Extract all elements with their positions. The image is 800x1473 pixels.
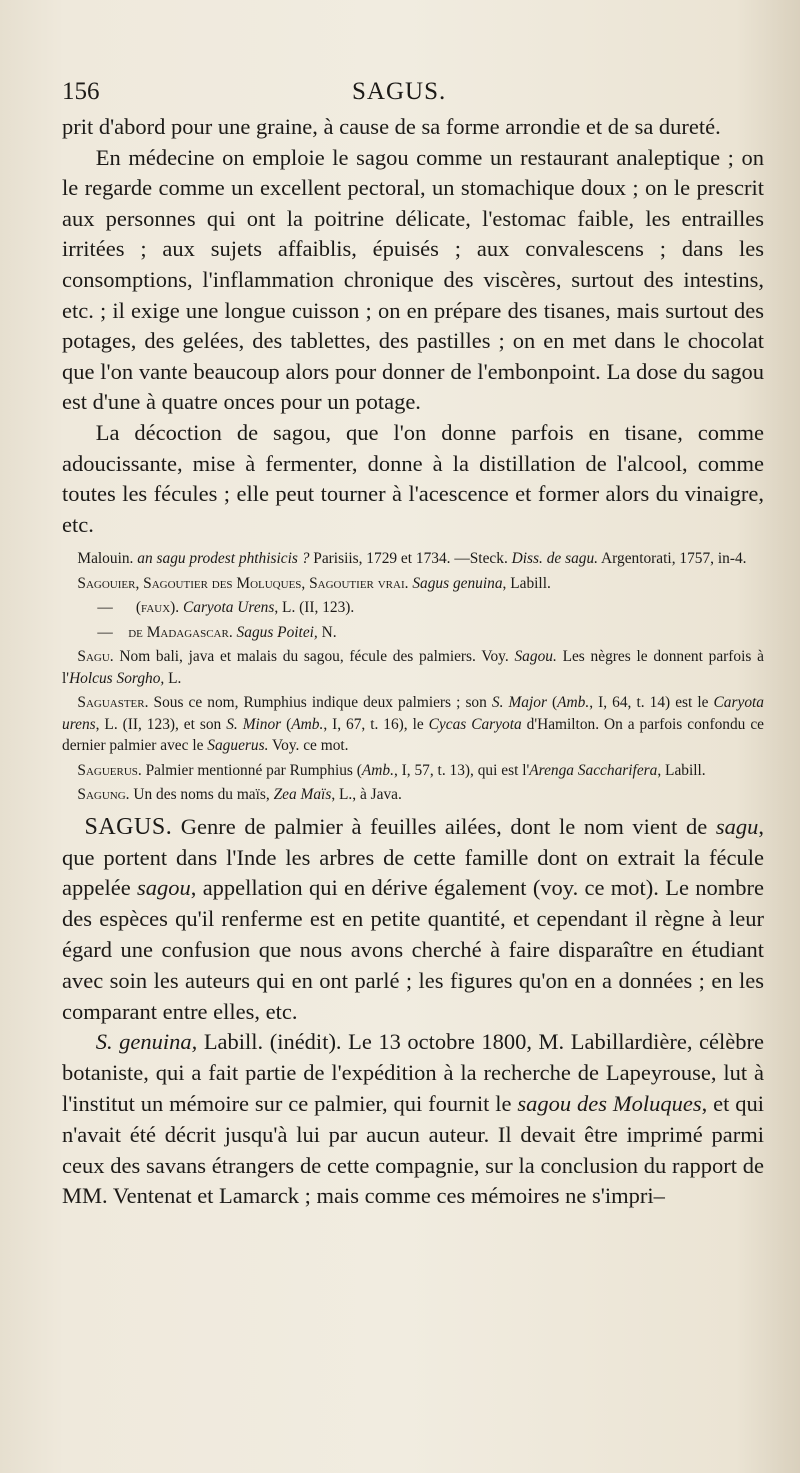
entry-text: Voy. ce mot. xyxy=(268,737,349,755)
paragraph: prit d'abord pour une graine, à cause de sa forme arrondie et de sa dureté. xyxy=(62,114,721,139)
entry-sagouier-madagascar xyxy=(62,622,764,644)
entry-text: ( xyxy=(546,694,558,712)
entry-text: Sous ce nom, Rumphius indique deux palmiers ; son xyxy=(148,694,492,712)
biblio-title: Diss. de sagu. xyxy=(511,550,599,568)
taxon: Cycas Caryota xyxy=(428,715,522,733)
entry-title: SAGUS. xyxy=(84,813,173,840)
entry-text: d'Hamilton. On a parfois confondu ce dernier palmier avec le xyxy=(62,715,764,755)
term: sagu xyxy=(715,813,759,839)
entry-text: , L. (II, 123), et son xyxy=(95,715,227,733)
entry-text: , I, 64, t. 14) est le xyxy=(589,694,714,712)
bibliography xyxy=(62,548,764,570)
entry-sagu xyxy=(62,646,764,689)
authority: N. xyxy=(317,623,337,641)
running-head: SAGUS. xyxy=(352,78,447,105)
taxon: S. genuina, xyxy=(95,1029,198,1055)
entry-label: (faux). xyxy=(135,599,180,617)
taxon: Holcus Sorgho, xyxy=(69,669,165,687)
dash: — xyxy=(97,599,113,617)
entry-text: , que portent dans l'Inde les arbres de cette famille dont on extrait la fécule appelée xyxy=(62,813,764,901)
article-body xyxy=(62,112,764,540)
page-header xyxy=(62,78,764,112)
dash: — xyxy=(97,623,113,641)
entry-sagung xyxy=(62,784,764,806)
entry-text: Genre de palmier à feuilles ailées, dont le nom vient de xyxy=(172,813,716,839)
taxon: Sagus genuina xyxy=(412,574,503,592)
entry-text: , Labill. xyxy=(657,761,706,779)
entry-head: Sagung. xyxy=(77,786,130,804)
reference: , L. (II, 123). xyxy=(274,599,355,617)
entry-text: , I, 57, t. 13), qui est l' xyxy=(393,761,530,779)
entry-saguaster xyxy=(62,692,764,757)
page-number: 156 xyxy=(62,78,100,105)
main-entry-sagus xyxy=(62,812,764,1212)
source: Amb. xyxy=(291,715,324,733)
taxon: S. Major xyxy=(491,694,547,712)
taxon: Sagus Poitei, xyxy=(236,623,318,641)
entry-sagouier xyxy=(62,573,764,595)
biblio-title: an sagu prodest phthisicis ? xyxy=(137,550,310,568)
cross-reference: Sagou. xyxy=(514,648,557,666)
entry-text: , et qui n'avait été décrit jusqu'à lui par aucun auteur. Il devait être imprimé parmi ceux des savans étrangers de cette compagnie, sur la conclusion du rapport de MM. Ventenat et Lamarck ; mais comme ces mémoires ne s'impri– xyxy=(62,1090,764,1209)
taxon: S. Minor xyxy=(226,715,282,733)
paragraph: En médecine on emploie le sagou comme un restaurant analeptique ; on le regarde comme un excellent pectoral, un stomachique doux ; on le prescrit aux personnes qui ont la poitrine délicate, l'estomac faible, les entrailles irritées ; aux sujets affaiblis, épuisés ; aux convalescens ; dans les consomptions, l'inflammation chronique des viscères, surtout des intestins, etc. ; il exige une longue cuisson ; on en prépare des tisanes, mais surtout des potages, des gelées, des tablettes, des pastilles ; on en met dans le chocolat que l'on vante beaucoup alors pour donner de l'embonpoint. La dose du sagou est d'une à quatre onces pour un potage. xyxy=(62,144,764,415)
entry-head: Saguaster. xyxy=(77,694,149,712)
entry-saguerus xyxy=(62,760,764,782)
term: sagou des Moluques xyxy=(517,1090,702,1116)
entry-label: de Madagascar. xyxy=(128,623,233,641)
entry-text: Nom bali, java et malais du sagou, fécule des palmiers. Voy. xyxy=(113,648,515,666)
entry-text: , I, 67, t. 16), le xyxy=(323,715,429,733)
biblio-place: Argentorati, 1757, in-4. xyxy=(601,550,747,568)
source: Amb. xyxy=(361,761,394,779)
entry-text: , L., à Java. xyxy=(331,786,402,804)
entry-text: Palmier mentionné par Rumphius ( xyxy=(141,761,362,779)
entry-head: Sagu. xyxy=(77,648,114,666)
entry-paragraph xyxy=(62,812,764,1028)
bibliography-and-entries xyxy=(62,548,764,806)
entry-text: Un des noms du maïs, xyxy=(129,786,274,804)
biblio-author: Malouin. xyxy=(77,550,134,568)
entry-text: ( xyxy=(281,715,292,733)
entry-head: Saguerus. xyxy=(77,761,142,779)
entry-head: Sagouier, Sagoutier des Moluques, Sagoutier vrai. xyxy=(77,574,409,592)
entry-text: Les nègres le donnent parfois à l' xyxy=(62,648,764,687)
source: Amb. xyxy=(557,694,590,712)
taxon: Caryota Urens xyxy=(182,599,275,617)
entry-text: L. xyxy=(164,669,182,687)
taxon: Caryota urens xyxy=(62,694,764,733)
biblio-place: Parisiis, 1729 et 1734. —Steck. xyxy=(313,550,508,568)
paragraph: La décoction de sagou, que l'on donne parfois en tisane, comme adoucissante, mise à fermenter, donne à la distillation de l'alcool, comme toutes les fécules ; elle peut tourner à l'acescence et former alors du vinaigre, etc. xyxy=(62,419,764,537)
taxon: Arenga Saccharifera xyxy=(529,761,658,779)
entry-text: , appellation qui en dérive également (voy. ce mot). Le nombre des espèces qu'il renferme est en petite quantité, et cependant il règne à leur égard une confusion que nous avons cherché à faire disparaître en étudiant avec soin les auteurs qui en ont parlé ; les figures qu'on en a données ; en les comparant entre elles, etc. xyxy=(62,875,764,1024)
entry-sagouier-faux xyxy=(62,597,764,619)
entry-text: Labill. (inédit). Le 13 octobre 1800, M. Labillardière, célèbre botaniste, qui a fait partie de l'expédition à la recherche de Lapeyrouse, lut à l'institut un mémoire sur ce palmier, qui fournit le xyxy=(62,1029,764,1116)
authority: , Labill. xyxy=(502,574,551,592)
taxon: Zea Maïs xyxy=(273,786,332,804)
cross-reference: Saguerus. xyxy=(207,737,269,755)
term: sagou xyxy=(137,875,191,901)
entry-paragraph xyxy=(62,1027,764,1212)
